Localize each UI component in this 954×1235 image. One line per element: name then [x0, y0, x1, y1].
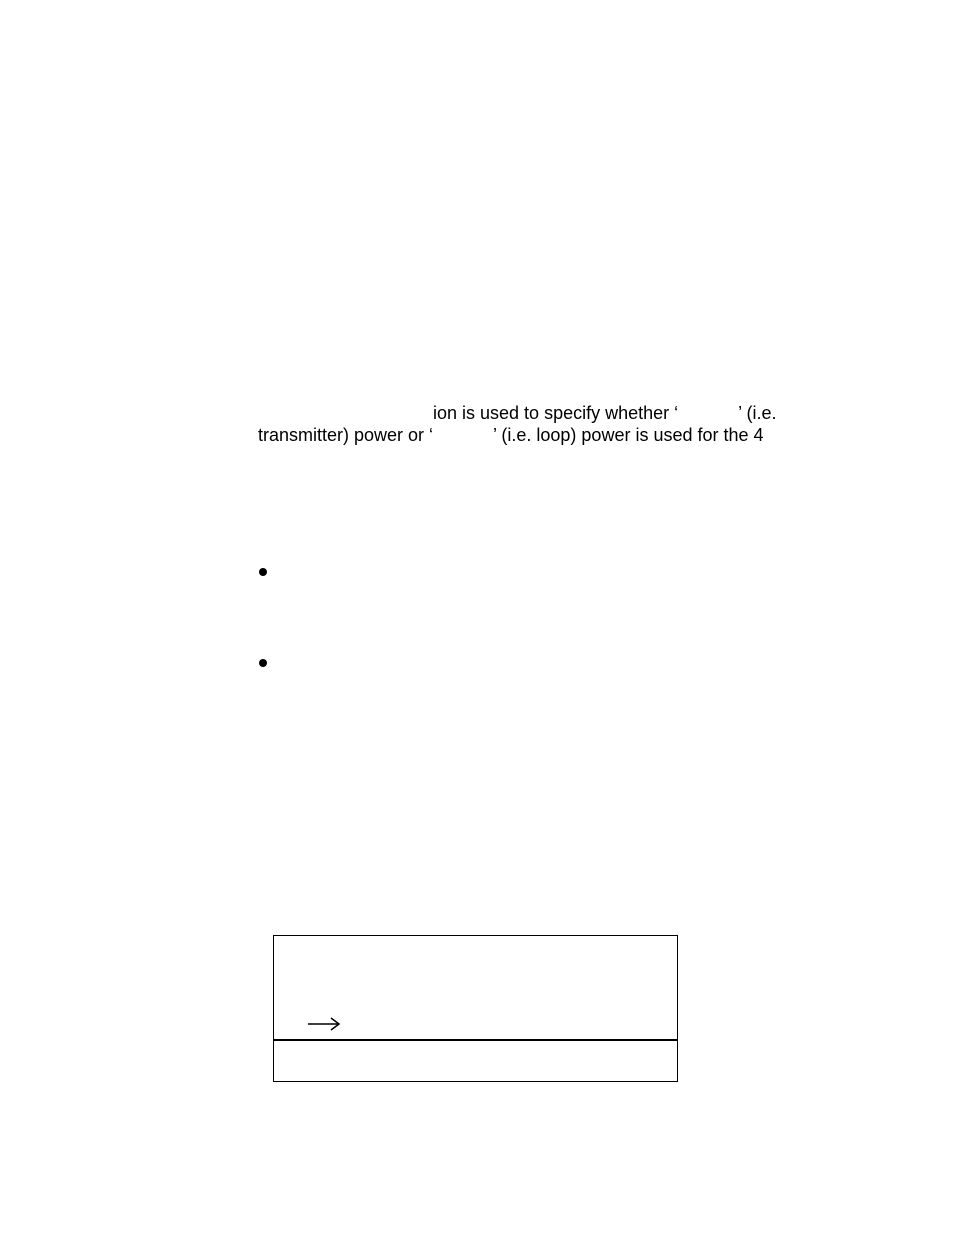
paragraph-line-1: ion is used to specify whether ‘ ’ (i.e.: [433, 403, 777, 423]
panel-divider: [274, 1039, 677, 1041]
bullet-icon: [259, 568, 267, 576]
paragraph-line-2: transmitter) power or ‘ ’ (i.e. loop) power is used for the 4: [258, 425, 764, 445]
right-arrow-icon: [307, 1016, 341, 1032]
display-panel: [273, 935, 678, 1082]
bullet-icon: [259, 659, 267, 667]
